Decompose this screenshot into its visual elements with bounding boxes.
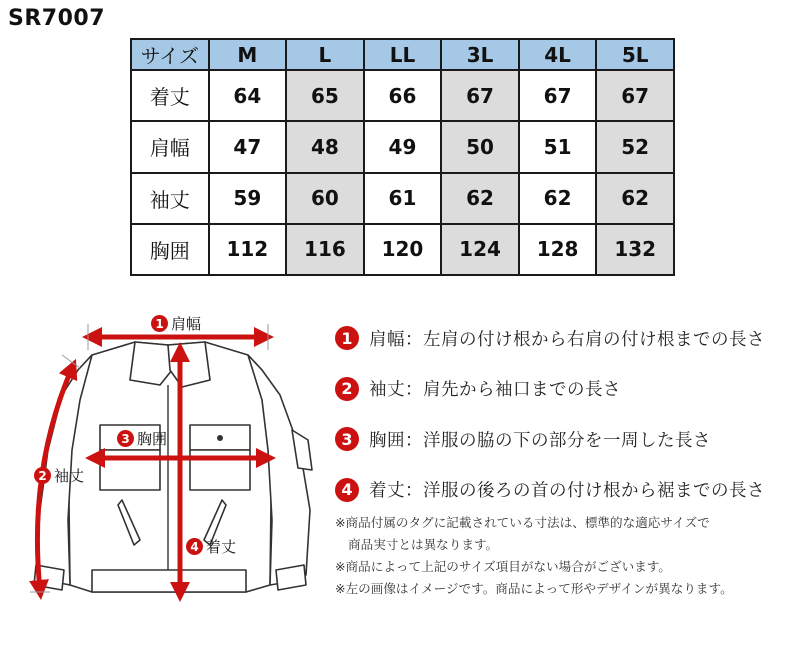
waistband [92, 570, 246, 592]
legend-item [335, 465, 765, 516]
table-cell: 49 [364, 121, 442, 172]
size-header: 3L [441, 39, 519, 70]
size-header: 5L [596, 39, 674, 70]
table-cell: 124 [441, 224, 519, 275]
size-header-row [131, 39, 674, 70]
measurement-legend [335, 313, 765, 515]
legend-item [335, 414, 765, 465]
table-cell: 61 [364, 173, 442, 224]
diagram-label-sleeve [34, 465, 84, 486]
diagram-label-shoulder [151, 313, 201, 334]
jacket-diagram [0, 300, 330, 610]
row-label: 肩幅 [131, 121, 209, 172]
table-cell: 67 [596, 70, 674, 121]
table-cell: 120 [364, 224, 442, 275]
table-row [131, 70, 674, 121]
size-table [130, 38, 675, 276]
notes [335, 512, 733, 600]
number-badge: 4 [186, 538, 203, 555]
table-cell: 67 [519, 70, 597, 121]
table-cell: 62 [441, 173, 519, 224]
diagram-label-text: 胸囲 [137, 430, 168, 448]
table-cell: 132 [596, 224, 674, 275]
note-line: ※商品によって上記のサイズ項目がない場合がございます。 [335, 559, 671, 574]
legend-text: 着丈：洋服の後ろの首の付け根から裾までの長さ [369, 481, 765, 502]
table-cell: 47 [209, 121, 287, 172]
size-header: L [286, 39, 364, 70]
number-badge: 3 [117, 430, 134, 447]
row-label: 胸囲 [131, 224, 209, 275]
row-label: 着丈 [131, 70, 209, 121]
table-cell: 65 [286, 70, 364, 121]
table-cell: 62 [596, 173, 674, 224]
diagram-label-length [186, 536, 236, 557]
product-code: SR7007 [8, 6, 106, 31]
table-cell: 66 [364, 70, 442, 121]
size-header: M [209, 39, 287, 70]
legend-text: 胸囲：洋服の脇の下の部分を一周した長さ [369, 430, 711, 451]
note-line: 商品実寸とは異なります。 [348, 537, 499, 552]
diagram-label-chest [117, 428, 167, 449]
legend-text: 袖丈：肩先から袖口までの長さ [369, 380, 621, 401]
size-header: 4L [519, 39, 597, 70]
table-row [131, 121, 674, 172]
table-cell: 51 [519, 121, 597, 172]
number-badge: 2 [34, 467, 51, 484]
row-label: 袖丈 [131, 173, 209, 224]
table-cell: 59 [209, 173, 287, 224]
note-line: ※商品付属のタグに記載されている寸法は、標準的な適応サイズで [335, 515, 710, 530]
table-cell: 112 [209, 224, 287, 275]
number-badge: 1 [151, 315, 168, 332]
number-badge: 3 [335, 427, 359, 451]
right-cuff [276, 565, 306, 590]
table-cell: 64 [209, 70, 287, 121]
legend-text: 肩幅：左肩の付け根から右肩の付け根までの長さ [369, 329, 765, 350]
table-cell: 60 [286, 173, 364, 224]
diagram-label-text: 着丈 [206, 538, 237, 556]
number-badge: 1 [335, 326, 359, 350]
table-cell: 67 [441, 70, 519, 121]
size-header: LL [364, 39, 442, 70]
corner-label: サイズ [131, 39, 209, 70]
table-cell: 62 [519, 173, 597, 224]
number-badge: 4 [335, 478, 359, 502]
diagram-label-text: 袖丈 [54, 467, 85, 485]
legend-item [335, 313, 765, 364]
table-cell: 128 [519, 224, 597, 275]
table-cell: 48 [286, 121, 364, 172]
collar [130, 342, 172, 385]
diagram-label-text: 肩幅 [171, 315, 202, 333]
number-badge: 2 [335, 377, 359, 401]
table-cell: 50 [441, 121, 519, 172]
legend-item [335, 364, 765, 415]
table-cell: 116 [286, 224, 364, 275]
table-row [131, 173, 674, 224]
table-cell: 52 [596, 121, 674, 172]
note-line: ※左の画像はイメージです。商品によって形やデザインが異なります。 [335, 581, 733, 596]
table-row [131, 224, 674, 275]
